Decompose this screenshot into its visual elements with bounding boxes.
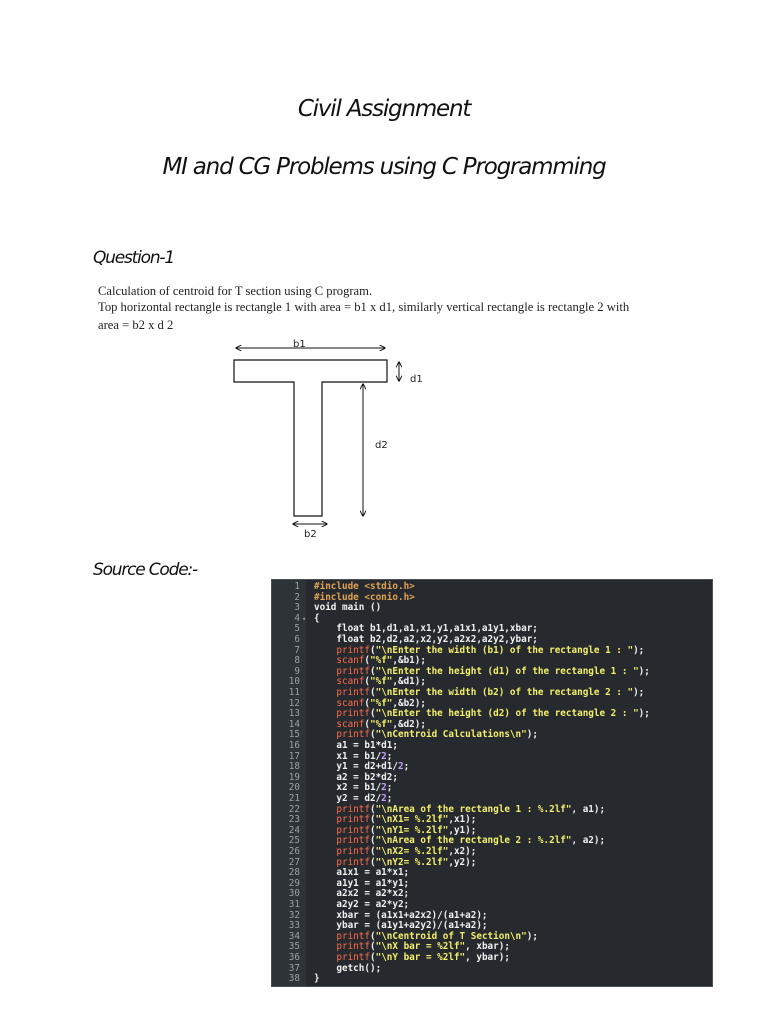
code-line <box>272 741 712 752</box>
code-text: float b2,d2,a2,x2,y2,a2x2,a2y2,ybar; <box>314 634 538 645</box>
d2-label: d2 <box>375 440 388 451</box>
code-text: printf("\nArea of the rectangle 1 : %.2lf", a1); <box>336 803 606 815</box>
code-line <box>272 900 712 911</box>
code-line <box>272 953 712 964</box>
line-number: 14 <box>288 718 300 730</box>
line-number: 11 <box>288 687 300 698</box>
code-text: { <box>314 612 320 624</box>
line-number: 34 <box>288 930 300 942</box>
code-text: printf("\nX bar = %2lf", xbar); <box>336 941 510 953</box>
line-number: 13 <box>288 708 300 720</box>
code-text: printf("\nArea of the rectangle 2 : %.2lf", a2); <box>336 835 606 847</box>
code-text: printf("\nX2= %.2lf",x2); <box>336 846 477 857</box>
source-code-heading: Source Code:- <box>93 560 197 580</box>
line-number: 29 <box>288 877 300 889</box>
code-text: #include <conio.h> <box>314 591 415 603</box>
line-number: 23 <box>288 814 300 826</box>
code-text: scanf("%f",&b2); <box>336 697 426 709</box>
code-text: a2 = b2*d2; <box>314 771 398 783</box>
code-line <box>272 974 712 985</box>
line-number: 17 <box>288 750 300 762</box>
line-number: 24 <box>288 824 300 836</box>
line-number: 6 <box>294 634 300 645</box>
line-number: 18 <box>288 761 300 773</box>
code-text: printf("\nY2= %.2lf",y2); <box>336 856 477 868</box>
code-line <box>272 603 712 614</box>
question-heading: Question-1 <box>93 248 174 268</box>
code-text: void main () <box>314 602 382 614</box>
line-number: 9 <box>294 665 300 677</box>
code-text: printf("\nCentroid of T Section\n"); <box>336 930 538 942</box>
t-section-outline <box>234 360 387 516</box>
code-text: ybar = (a1y1+a2y2)/(a1+a2); <box>314 920 488 932</box>
code-text: scanf("%f",&d2); <box>336 718 426 730</box>
code-text: xbar = (a1x1+a2x2)/(a1+a2); <box>314 909 488 921</box>
code-text: scanf("%f",&d1); <box>336 676 426 688</box>
code-text: x2 = b1/2; <box>314 782 393 794</box>
code-text: } <box>314 973 320 985</box>
code-text: y1 = d2+d1/2; <box>314 761 410 773</box>
code-text: float b1,d1,a1,x1,y1,a1x1,a1y1,xbar; <box>314 623 538 635</box>
code-text: scanf("%f",&b1); <box>336 655 426 667</box>
line-number: 19 <box>288 771 300 783</box>
code-text: printf("\nCentroid Calculations\n"); <box>336 729 538 741</box>
line-number: 5 <box>294 623 300 635</box>
question-text-line1: Calculation of centroid for T section using C program. <box>98 284 373 298</box>
line-number: 32 <box>288 909 300 921</box>
code-text: printf("\nEnter the width (b2) of the rectangle 2 : "); <box>336 687 645 698</box>
line-number: 7 <box>294 644 300 656</box>
line-number: 16 <box>288 740 300 751</box>
line-number: 4 <box>294 612 300 624</box>
line-number: 26 <box>288 846 300 857</box>
line-number: 36 <box>288 952 300 963</box>
code-text: printf("\nEnter the width (b1) of the rectangle 1 : "); <box>336 644 645 656</box>
line-number: 31 <box>288 899 300 910</box>
line-number: 22 <box>288 803 300 815</box>
code-text: printf("\nEnter the height (d1) of the rectangle 1 : "); <box>336 665 650 677</box>
line-number: 33 <box>288 920 300 932</box>
document-subtitle: MI and CG Problems using C Programming <box>162 154 606 180</box>
code-text: printf("\nX1= %.2lf",x1); <box>336 814 477 826</box>
line-number: 30 <box>288 888 300 900</box>
line-number: 3 <box>294 602 300 614</box>
line-number: 37 <box>288 962 300 974</box>
code-text: printf("\nY bar = %2lf", ybar); <box>336 952 510 963</box>
code-text: a2x2 = a2*x2; <box>314 888 410 900</box>
document-title: Civil Assignment <box>297 96 471 122</box>
code-text: a1y1 = a1*y1; <box>314 877 410 889</box>
line-number: 2 <box>294 591 300 603</box>
line-number: 25 <box>288 835 300 847</box>
code-text: printf("\nY1= %.2lf",y1); <box>336 824 477 836</box>
line-number: 12 <box>288 697 300 709</box>
code-text: a1x1 = a1*x1; <box>314 867 410 879</box>
code-text: a1 = b1*d1; <box>314 740 398 751</box>
code-text: a2y2 = a2*y2; <box>314 899 410 910</box>
line-number: 1 <box>294 581 300 592</box>
line-number: 8 <box>294 655 300 667</box>
line-number: 28 <box>288 867 300 879</box>
code-text: y2 = d2/2; <box>314 793 393 804</box>
code-line <box>272 964 712 975</box>
b2-label: b2 <box>304 529 317 540</box>
question-text-line2: Top horizontal rectangle is rectangle 1 with area = b1 x d1, similarly vertical rectangle is rectangle 2 with area = b2 x d 2 <box>98 300 630 332</box>
line-number: 21 <box>288 793 300 804</box>
code-editor-panel <box>271 579 713 987</box>
line-number: 27 <box>288 856 300 868</box>
line-number: 38 <box>288 973 300 985</box>
code-text: getch(); <box>314 962 382 974</box>
t-section-diagram <box>225 334 445 546</box>
line-number: 20 <box>288 782 300 794</box>
code-text: printf("\nEnter the height (d2) of the rectangle 2 : "); <box>336 708 650 720</box>
line-number: 10 <box>288 676 300 688</box>
b1-label: b1 <box>293 339 306 350</box>
fold-chevron-icon[interactable]: ▾ <box>302 614 307 623</box>
code-text: #include <stdio.h> <box>314 581 415 592</box>
d1-label: d1 <box>410 374 423 385</box>
line-number: 35 <box>288 941 300 953</box>
line-number: 15 <box>288 729 300 741</box>
code-text: x1 = b1/2; <box>314 750 393 762</box>
